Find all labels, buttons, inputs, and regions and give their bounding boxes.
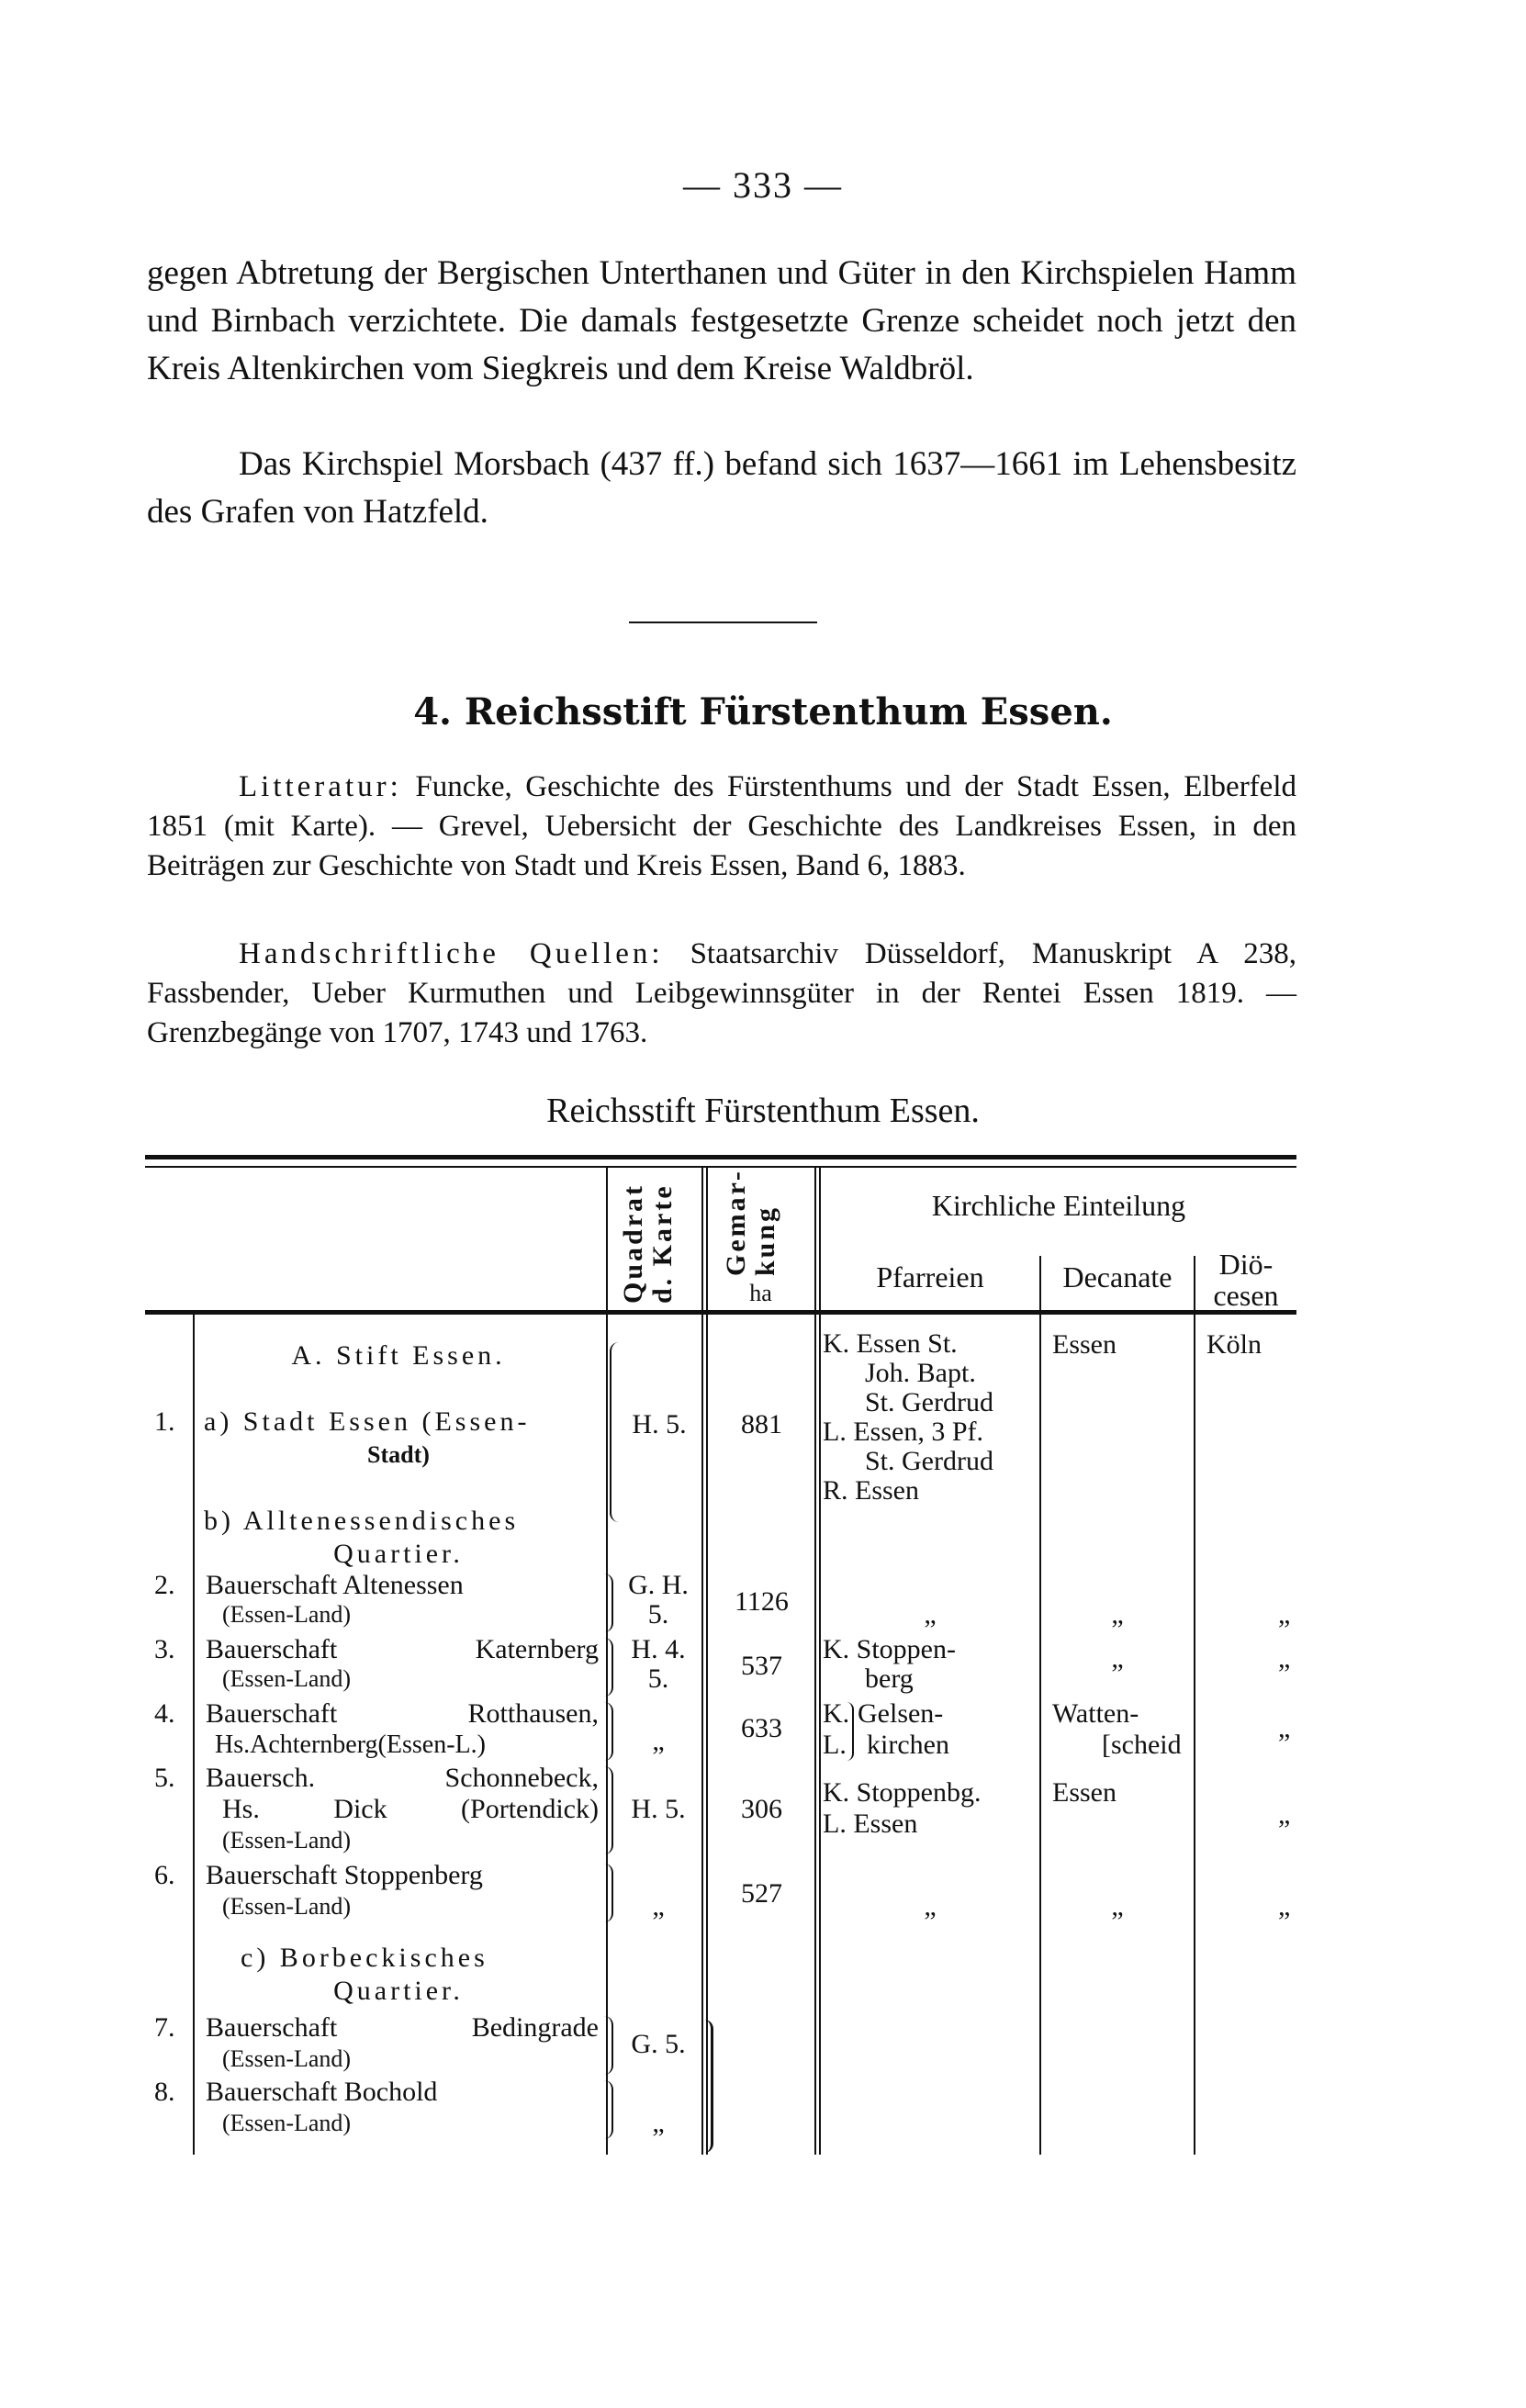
row-6-decanat: „: [1111, 1891, 1124, 1921]
row-8-name-cont: (Essen-Land): [222, 2110, 352, 2136]
row-6-name: Bauerschaft Stoppenberg: [206, 1860, 483, 1890]
row-4-pfarreien-name: Gelsen-: [858, 1698, 944, 1729]
row-4-pfarreien-name-cont: kirchen: [867, 1730, 949, 1760]
row-3-quadrat-cont: 5.: [647, 1663, 669, 1694]
row-2-name: Bauerschaft Altenessen: [206, 1570, 464, 1600]
row-2-number: 2.: [154, 1570, 175, 1600]
row-4-pfarreien-l: L.: [823, 1730, 847, 1760]
row-3-dioezese: „: [1278, 1643, 1291, 1674]
row-5-decanat: Essen: [1052, 1777, 1116, 1808]
row-6-pfarreien: „: [924, 1891, 937, 1921]
brace-icon: [604, 1638, 613, 1697]
brace-icon: [610, 1342, 619, 1522]
col-divider-quadrat-double: [706, 1168, 708, 2155]
col-divider-pfarreien: [1039, 1256, 1041, 2155]
row-2-quadrat: G. H.: [628, 1570, 689, 1600]
row-4-name: Bauerschaft Rotthausen,: [206, 1698, 599, 1729]
row-4-number: 4.: [154, 1698, 175, 1729]
header-gemarkung: Gemar- kung: [721, 1169, 780, 1276]
row-3-number: 3.: [154, 1634, 175, 1664]
paragraph-2-text: Das Kirchspiel Morsbach (437 ff.) befand sich 1637—1661 im Lehensbesitz des Grafen von Hatzfeld.: [147, 445, 1296, 531]
row-4-pfarreien-k: K.: [823, 1698, 850, 1729]
sources-label: Handschriftliche Quellen:: [239, 937, 664, 970]
row-1-name: a) Stadt Essen (Essen-: [204, 1406, 531, 1437]
row-5-name: Bauersch. Schonnebeck,: [206, 1763, 599, 1793]
row-4-gemarkung: 633: [741, 1713, 782, 1743]
row-6-gemarkung: 527: [741, 1878, 782, 1909]
subsection-b-label-cont: Quartier.: [333, 1539, 464, 1569]
row-3-quadrat: H. 4.: [631, 1634, 686, 1664]
section-divider: [629, 622, 817, 623]
row-1-dioezese: Köln: [1206, 1329, 1262, 1360]
header-bottom-rule: [145, 1310, 1296, 1315]
col-divider-decanate: [1194, 1256, 1195, 2155]
section-heading: 4. Reichsstift Fürstenthum Essen.: [413, 690, 1113, 734]
row-6-number: 6.: [154, 1860, 175, 1890]
row-5-number: 5.: [154, 1763, 175, 1793]
header-quadrat: Quadrat d. Karte: [618, 1182, 678, 1304]
col-divider-gemarkung-double: [819, 1168, 821, 2155]
row-5-pfarreien: K. Stoppenbg.: [823, 1777, 982, 1808]
header-dioezesen: Diö- cesen: [1213, 1248, 1279, 1312]
brace-icon: [604, 1766, 613, 1854]
brace-icon: [604, 2016, 613, 2075]
row-7-number: 7.: [154, 2012, 175, 2043]
subsection-b-label: b) Alltenessendisches: [204, 1506, 520, 1536]
row-3-pfarreien-cont: berg: [865, 1663, 914, 1694]
row-8-quadrat: „: [652, 2108, 665, 2138]
row-5-pfarreien-cont: L. Essen: [823, 1809, 918, 1839]
table-top-rule: [145, 1155, 1296, 1159]
row-6-name-cont: (Essen-Land): [222, 1893, 352, 1920]
row-4-name-cont: Hs.Achternberg(Essen-L.): [215, 1730, 486, 1759]
row-6-dioezese: „: [1278, 1891, 1291, 1921]
row-1-gemarkung: 881: [741, 1409, 782, 1439]
row-4-dioezese: „: [1278, 1713, 1291, 1743]
row-8-number: 8.: [154, 2077, 175, 2107]
subsection-c-label: c) Borbeckisches: [241, 1943, 488, 1973]
row-2-pfarreien: „: [924, 1599, 937, 1630]
row-3-pfarreien: K. Stoppen-: [823, 1634, 956, 1664]
row-5-dioezese: „: [1278, 1799, 1291, 1830]
row-3-gemarkung: 537: [741, 1651, 782, 1681]
section-a-label: A. Stift Essen.: [291, 1340, 506, 1371]
row-7-quadrat: G. 5.: [631, 2029, 686, 2059]
subsection-c-label-cont: Quartier.: [333, 1976, 464, 2006]
row-2-gemarkung: 1126: [735, 1586, 789, 1617]
row-1-decanat: Essen: [1052, 1329, 1116, 1360]
row-1-quadrat: H. 5.: [632, 1409, 687, 1439]
brace-icon: [604, 1864, 613, 1922]
row-6-quadrat: „: [652, 1891, 665, 1921]
brace-icon: [847, 1702, 854, 1761]
literature-label: Litteratur:: [239, 770, 402, 803]
row-2-dioezese: „: [1278, 1599, 1291, 1630]
row-2-decanat: „: [1111, 1599, 1124, 1630]
literature-paragraph: [147, 767, 1296, 886]
brace-icon: [604, 1702, 613, 1761]
table-title: Reichsstift Fürstenthum Essen.: [546, 1092, 980, 1130]
paragraph-2: [147, 441, 1296, 536]
row-3-decanat: „: [1111, 1643, 1124, 1674]
row-5-gemarkung: 306: [741, 1794, 782, 1824]
row-3-name-cont: (Essen-Land): [222, 1665, 352, 1692]
table-top-rule-thin: [145, 1166, 1296, 1168]
header-decanate: Decanate: [1062, 1260, 1173, 1294]
row-4-quadrat: „: [652, 1726, 665, 1756]
brace-icon: [604, 1574, 613, 1632]
row-2-quadrat-cont: 5.: [647, 1599, 669, 1630]
row-1-number: 1.: [154, 1406, 175, 1437]
header-gemarkung-unit: ha: [749, 1280, 772, 1306]
row-7-name-cont: (Essen-Land): [222, 2045, 352, 2072]
col-divider-quadrat: [701, 1168, 703, 2155]
row-3-name: Bauerschaft Katernberg: [206, 1634, 599, 1664]
row-5-name-cont: Hs. Dick (Portendick): [222, 1794, 599, 1824]
row-1-name-cont: Stadt): [367, 1441, 430, 1468]
brace-icon: [604, 2080, 613, 2139]
row-5-quadrat: H. 5.: [631, 1794, 686, 1824]
literature-text: Funcke, Geschichte des Fürstenthums und der Stadt Essen, Elberfeld 1851 (mit Karte). — Grevel, Uebersicht der Geschichte des Landkreises Essen, in den Beiträgen zur Geschichte von Stadt und Kreis Essen, Band 6, 1883.: [147, 770, 1296, 882]
row-5-name-cont-2: (Essen-Land): [222, 1827, 352, 1854]
row-4-decanat-cont: [scheid: [1102, 1730, 1182, 1760]
paragraph-1-text: gegen Abtretung der Bergischen Unterthanen und Güter in den Kirchspielen Hamm und Birnbach verzichtete. Die damals festgesetzte Grenze scheidet noch jetzt den Kreis Altenkirchen vom Siegkreis und dem Kreise Waldbröl.: [147, 254, 1296, 387]
page-number: — 333 —: [683, 164, 843, 206]
row-2-name-cont: (Essen-Land): [222, 1601, 352, 1628]
row-8-name: Bauerschaft Bochold: [206, 2077, 438, 2107]
sources-paragraph: [147, 935, 1296, 1053]
header-kirchliche-einteilung: Kirchliche Einteilung: [931, 1189, 1186, 1222]
sources-text: Staatsarchiv Düsseldorf, Manuskript A 238, Fassbender, Ueber Kurmuthen und Leibgewinnsgüter in der Rentei Essen 1819. — Grenzbegänge von 1707, 1743 und 1763.: [147, 937, 1297, 1049]
paragraph-1: [147, 250, 1296, 393]
row-1-pfarreien: K. Essen St. Joh. Bapt. St. Gerdrud L. Essen, 3 Pf. St. Gerdrud R. Essen: [823, 1328, 993, 1506]
header-pfarreien: Pfarreien: [876, 1260, 984, 1294]
col-divider-gemarkung: [814, 1168, 816, 2155]
col-divider-number: [193, 1315, 195, 2155]
row-4-decanat: Watten-: [1052, 1698, 1139, 1729]
row-7-name: Bauerschaft Bedingrade: [206, 2012, 599, 2043]
brace-icon: [701, 2020, 713, 2153]
